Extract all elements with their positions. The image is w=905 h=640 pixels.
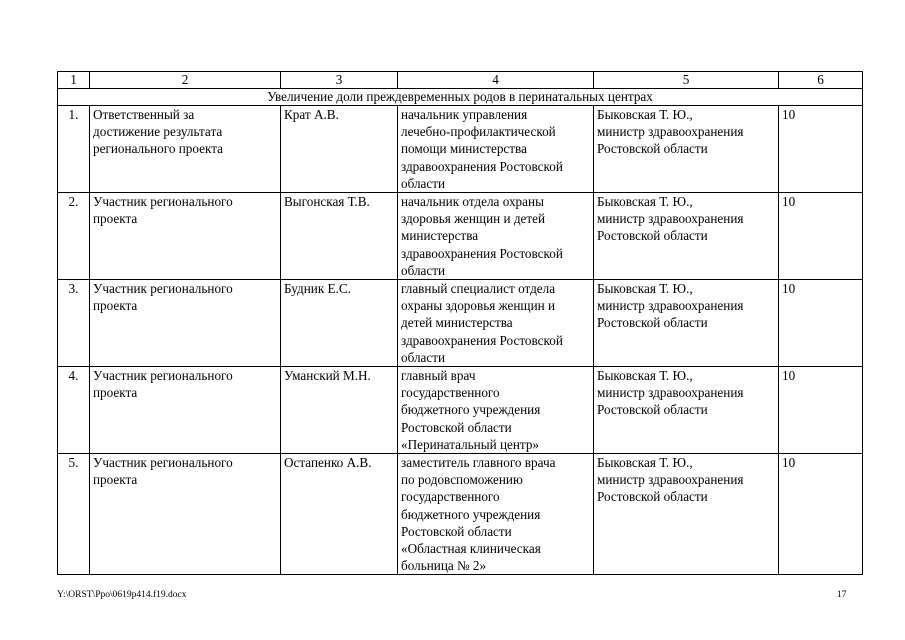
role-cell: Участник регионального проекта — [90, 367, 281, 454]
header-cell: 1 — [58, 72, 90, 89]
position-cell: начальник отдела охраны здоровья женщин и детей министерства здравоохранения Ростовской области — [398, 193, 594, 280]
share-cell: 10 — [779, 454, 863, 575]
share-cell: 10 — [779, 193, 863, 280]
header-cell: 2 — [90, 72, 281, 89]
table-row — [58, 367, 863, 454]
section-row — [58, 89, 863, 106]
row-number: 1. — [58, 106, 90, 193]
participants-table — [57, 71, 863, 575]
share-cell: 10 — [779, 367, 863, 454]
position-cell: главный врач государственного бюджетного учреждения Ростовской области «Перинатальный центр» — [398, 367, 594, 454]
name-cell: Будник Е.С. — [281, 280, 398, 367]
row-number: 2. — [58, 193, 90, 280]
supervisor-cell: Быковская Т. Ю., министр здравоохранения Ростовской области — [594, 367, 779, 454]
header-cell: 6 — [779, 72, 863, 89]
header-cell: 3 — [281, 72, 398, 89]
footer-file-path: Y:\ORST\Ppo\0619p414.f19.docx — [57, 590, 187, 600]
supervisor-cell: Быковская Т. Ю., министр здравоохранения Ростовской области — [594, 106, 779, 193]
supervisor-cell: Быковская Т. Ю., министр здравоохранения Ростовской области — [594, 193, 779, 280]
row-number: 3. — [58, 280, 90, 367]
position-cell: заместитель главного врача по родовспоможению государственного бюджетного учреждения Ростовской области «Областная клиническая больница № 2» — [398, 454, 594, 575]
section-title: Увеличение доли преждевременных родов в перинатальных центрах — [58, 89, 863, 106]
header-cell: 4 — [398, 72, 594, 89]
name-cell: Крат А.В. — [281, 106, 398, 193]
position-cell: начальник управления лечебно-профилактической помощи министерства здравоохранения Ростовской области — [398, 106, 594, 193]
header-row — [58, 72, 863, 89]
name-cell: Уманский М.Н. — [281, 367, 398, 454]
role-cell: Ответственный за достижение результата регионального проекта — [90, 106, 281, 193]
role-cell: Участник регионального проекта — [90, 454, 281, 575]
role-cell: Участник регионального проекта — [90, 280, 281, 367]
table-row — [58, 280, 863, 367]
role-cell: Участник регионального проекта — [90, 193, 281, 280]
table-row — [58, 454, 863, 575]
row-number: 4. — [58, 367, 90, 454]
supervisor-cell: Быковская Т. Ю., министр здравоохранения Ростовской области — [594, 280, 779, 367]
name-cell: Остапенко А.В. — [281, 454, 398, 575]
position-cell: главный специалист отдела охраны здоровья женщин и детей министерства здравоохранения Ростовской области — [398, 280, 594, 367]
supervisor-cell: Быковская Т. Ю., министр здравоохранения Ростовской области — [594, 454, 779, 575]
table-row — [58, 106, 863, 193]
footer-page-number: 17 — [837, 590, 847, 600]
share-cell: 10 — [779, 106, 863, 193]
header-cell: 5 — [594, 72, 779, 89]
row-number: 5. — [58, 454, 90, 575]
name-cell: Выгонская Т.В. — [281, 193, 398, 280]
table-row — [58, 193, 863, 280]
share-cell: 10 — [779, 280, 863, 367]
